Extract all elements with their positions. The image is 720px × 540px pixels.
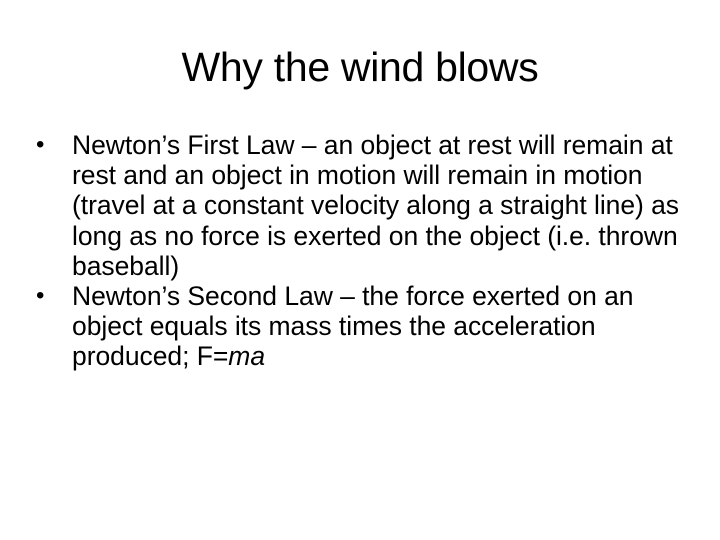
bullet-text: Newton’s Second Law – the force exerted on an object equals its mass times the acceleration produced; F= <box>72 281 634 372</box>
bullet-item-first-law <box>36 130 686 281</box>
slide-title: Why the wind blows <box>181 44 539 90</box>
bullet-text: Newton’s First Law – an object at rest will remain at rest and an object in motion will remain in motion (travel at a constant velocity along a straight line) as long as no force is exerted on the object (i.e. thrown baseball) <box>72 130 680 281</box>
bullet-item-second-law <box>36 281 686 372</box>
formula-ma: ma <box>228 341 266 372</box>
bullet-list <box>36 130 686 372</box>
bullet-icon: • <box>36 131 45 158</box>
bullet-icon: • <box>36 282 45 310</box>
